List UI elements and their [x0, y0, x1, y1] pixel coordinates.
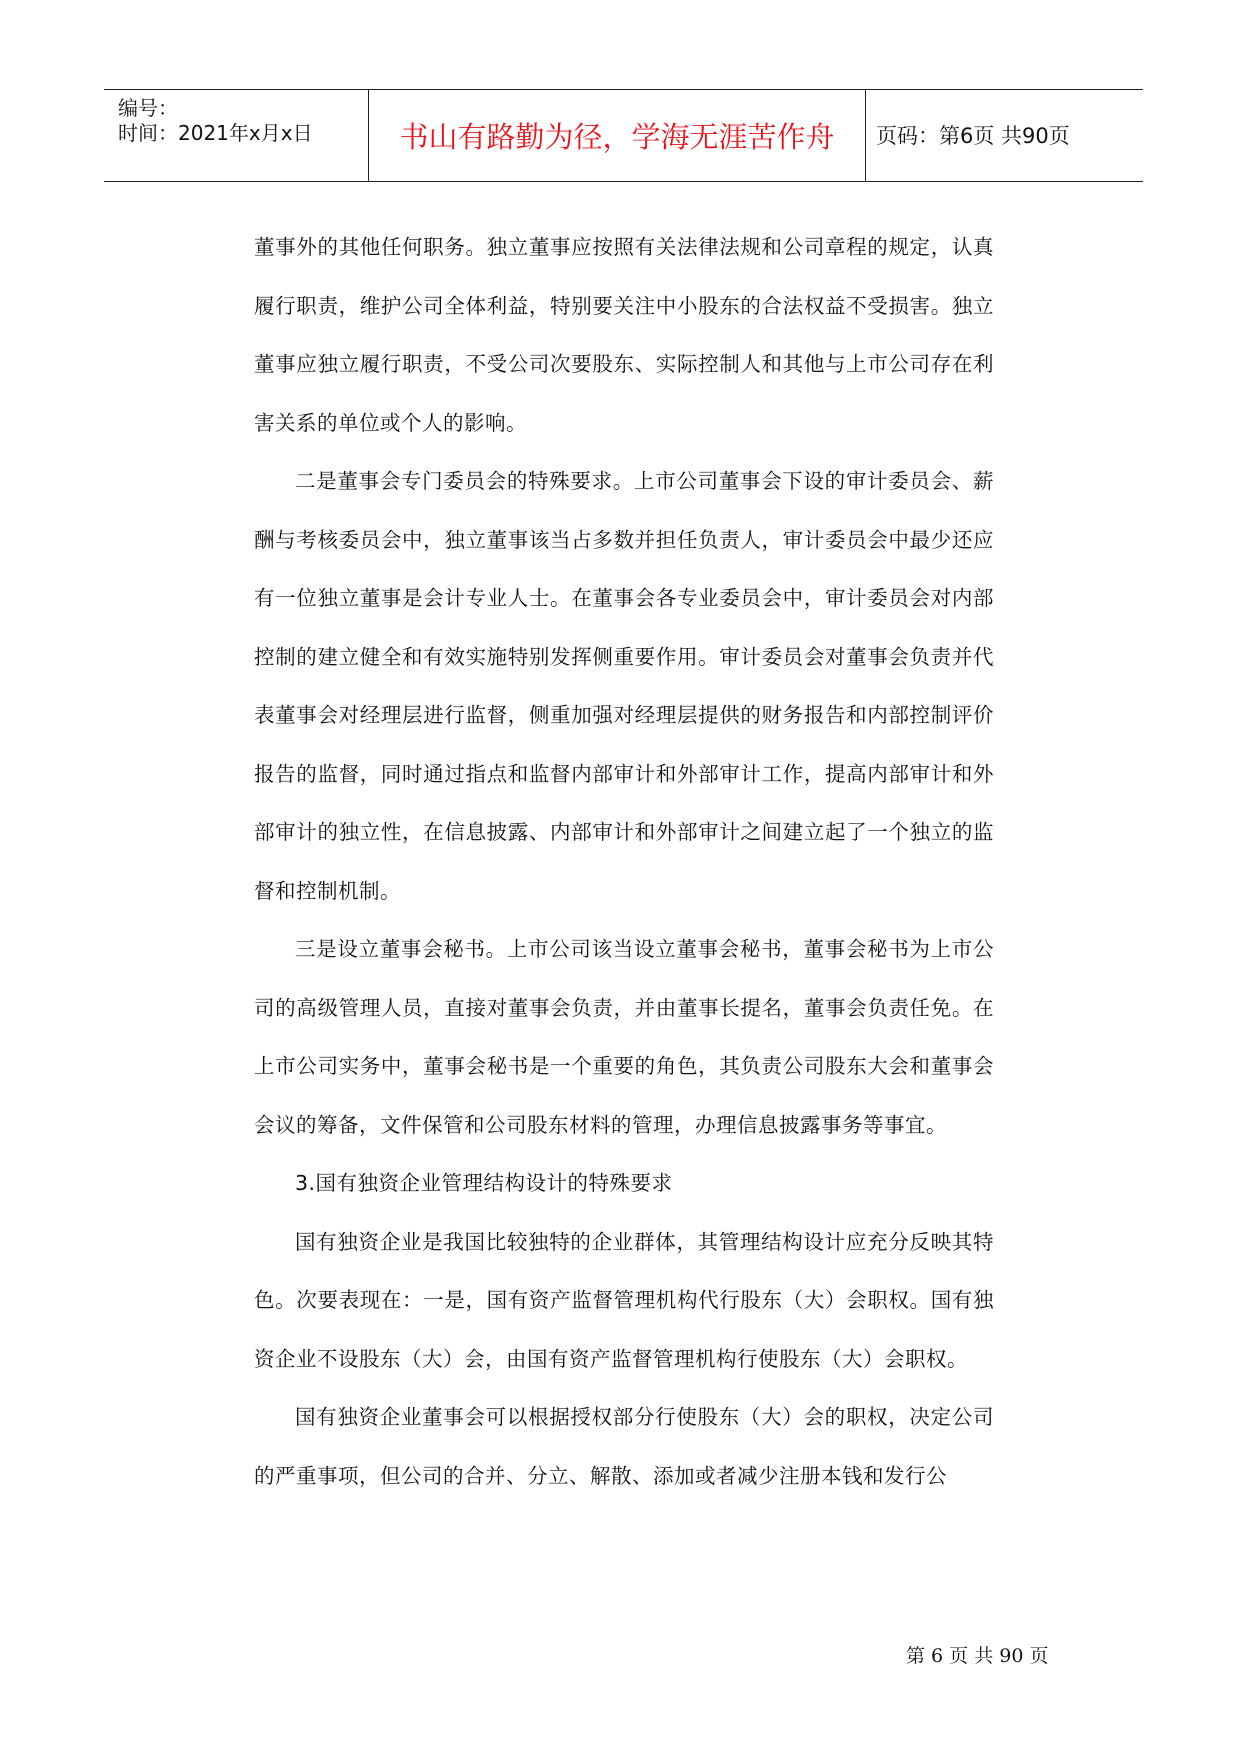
page-footer: 第 6 页 共 90 页 [906, 1645, 1049, 1667]
header-motto: 书山有路勤为径，学海无涯苦作舟 [399, 120, 835, 154]
header-info-cell [104, 90, 369, 181]
header-page-cell [866, 90, 1143, 181]
paragraph: 三是设立董事会秘书。上市公司该当设立董事会秘书，董事会秘书为上市公司的高级管理人员，直接对董事会负责，并由董事长提名，董事会负责任免。在上市公司实务中，董事会秘书是一个重要的角色，其负责公司股东大会和董事会会议的筹备，文件保管和公司股东材料的管理，办理信息披露事务等事宜。 [254, 937, 994, 1137]
header-page-code: 页码：第6页 共90页 [876, 124, 1070, 148]
document-date-label: 时间：2021年x月x日 [118, 121, 313, 145]
paragraph: 国有独资企业董事会可以根据授权部分行使股东（大）会的职权，决定公司的严重事项，但公司的合并、分立、解散、添加或者减少注册本钱和发行公 [254, 1405, 994, 1488]
paragraph: 国有独资企业是我国比较独特的企业群体，其管理结构设计应充分反映其特色。次要表现在：一是，国有资产监督管理机构代行股东（大）会职权。国有独资企业不设股东（大）会，由国有资产监督管理机构行使股东（大）会职权。 [254, 1229, 994, 1371]
paragraph: 二是董事会专门委员会的特殊要求。上市公司董事会下设的审计委员会、薪酬与考核委员会中，独立董事该当占多数并担任负责人，审计委员会中最少还应有一位独立董事是会计专业人士。在董事会各专业委员会中，审计委员会对内部控制的建立健全和有效实施特别发挥侧重要作用。审计委员会对董事会负责并代表董事会对经理层进行监督，侧重加强对经理层提供的财务报告和内部控制评价报告的监督，同时通过指点和监督内部审计和外部审计工作，提高内部审计和外部审计的独立性，在信息披露、内部审计和外部审计之间建立起了一个独立的监督和控制机制。 [254, 469, 994, 903]
document-body [254, 218, 994, 1505]
document-number-label: 编号： [118, 96, 178, 120]
header-motto-cell [369, 90, 866, 181]
paragraph: 董事外的其他任何职务。独立董事应按照有关法律法规和公司章程的规定，认真履行职责，维护公司全体利益，特别要关注中小股东的合法权益不受损害。独立董事应独立履行职责，不受公司次要股东、实际控制人和其他与上市公司存在利害关系的单位或个人的影响。 [254, 235, 994, 435]
section-heading: 3.国有独资企业管理结构设计的特殊要求 [295, 1171, 673, 1195]
page-header [104, 89, 1143, 182]
